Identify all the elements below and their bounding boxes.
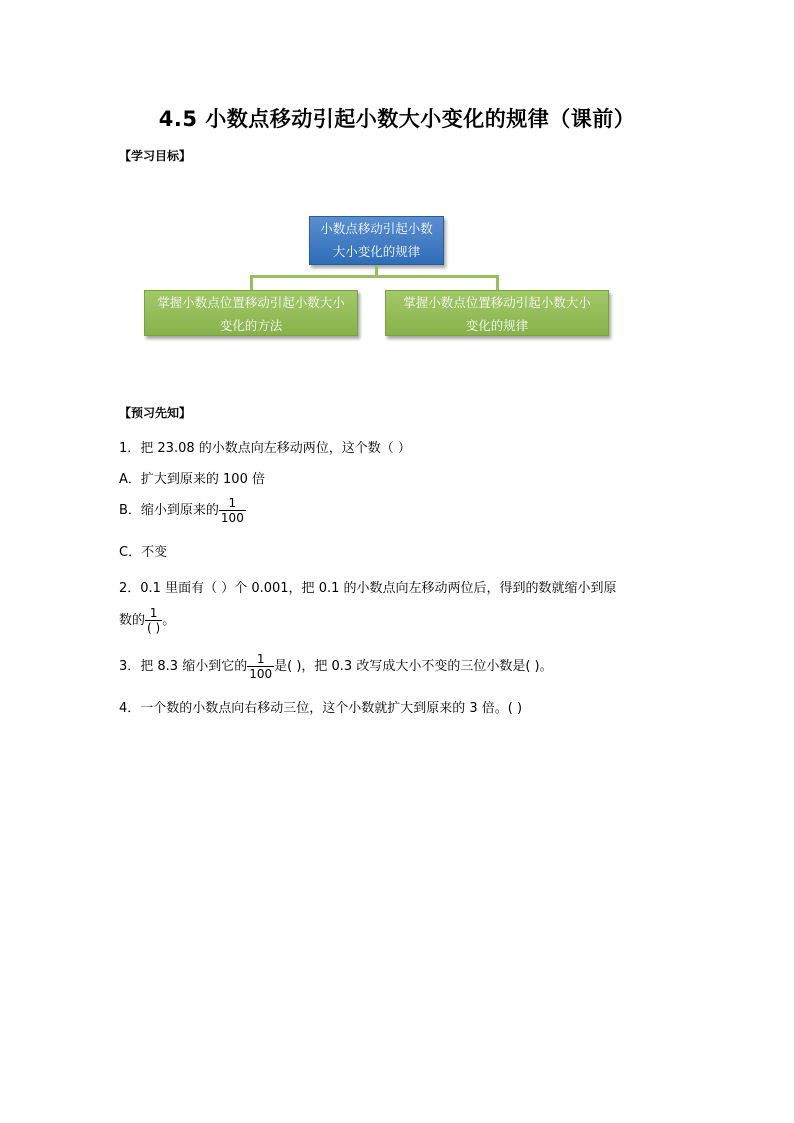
fraction-blank xyxy=(145,606,162,635)
diagram-right-line1: 掌握小数点位置移动引起小数大小 xyxy=(403,295,591,310)
fraction-numerator: 1 xyxy=(256,652,265,666)
fraction-numerator: 1 xyxy=(149,606,158,620)
page-title: 4.5 小数点移动引起小数大小变化的规律（课前） xyxy=(158,107,636,131)
connector-vertical-right xyxy=(496,275,499,290)
diagram-right-line2: 变化的规律 xyxy=(465,318,529,333)
fraction-denominator: ( ) xyxy=(147,621,161,635)
diagram-left-line1: 掌握小数点位置移动引起小数大小 xyxy=(157,295,345,310)
connector-vertical-left xyxy=(250,275,253,290)
diagram-left-node xyxy=(144,290,358,336)
section-objectives: 【学习目标】 xyxy=(119,149,192,163)
diagram-right-node xyxy=(385,290,609,336)
diagram-root-line1: 小数点移动引起小数 xyxy=(320,221,433,236)
question-3-suffix: 是( )，把 0.3 改写成大小不变的三位小数是( )。 xyxy=(274,659,553,674)
fraction-numerator: 1 xyxy=(228,496,237,510)
section-preview: 【预习先知】 xyxy=(119,406,192,420)
connector-horizontal xyxy=(250,275,499,278)
question-2-suffix: 。 xyxy=(162,613,176,628)
question-1-option-c: C．不变 xyxy=(119,545,168,560)
question-1-option-b xyxy=(119,496,246,525)
question-1-option-a: A．扩大到原来的 100 倍 xyxy=(119,472,265,487)
question-1: 1．把 23.08 的小数点向左移动两位，这个数（ ） xyxy=(119,441,411,456)
fraction-one-hundredth xyxy=(247,652,274,681)
question-4: 4．一个数的小数点向右移动三位，这个小数就扩大到原来的 3 倍。( ) xyxy=(119,701,523,716)
fraction-denominator: 100 xyxy=(249,667,273,681)
fraction-one-hundredth xyxy=(219,496,246,525)
question-2-line-2 xyxy=(119,606,175,635)
question-3-prefix: 3．把 8.3 缩小到它的 xyxy=(119,659,248,674)
question-3 xyxy=(119,652,553,681)
fraction-denominator: 100 xyxy=(220,511,244,525)
diagram-root-line2: 大小变化的规律 xyxy=(332,244,421,259)
diagram-left-line2: 变化的方法 xyxy=(219,318,283,333)
option-b-text: B．缩小到原来的 xyxy=(119,503,219,518)
question-2-prefix: 数的 xyxy=(119,613,146,628)
diagram-root-node xyxy=(309,216,444,265)
question-2-line-1: 2．0.1 里面有（ ）个 0.001，把 0.1 的小数点向左移动两位后，得到的数就缩小到原 xyxy=(119,581,617,596)
